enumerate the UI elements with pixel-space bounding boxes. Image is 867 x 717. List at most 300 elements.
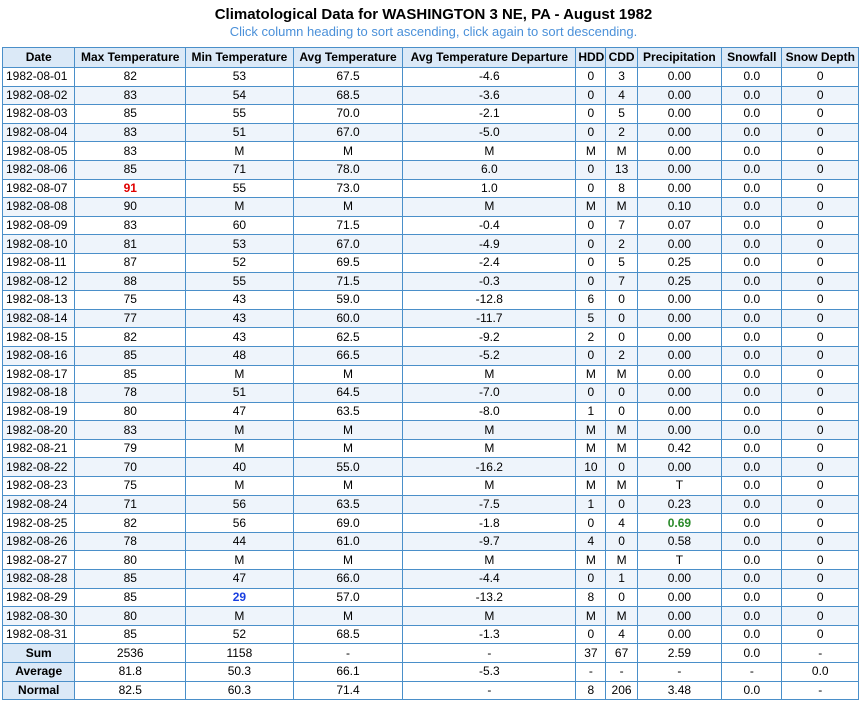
cell-precipitation: 0.00	[637, 421, 721, 440]
table-row	[3, 216, 859, 235]
summary-cell-min-temperature: 50.3	[186, 663, 294, 682]
cell-min-temperature: 43	[186, 328, 294, 347]
summary-cell-snow-depth: 0.0	[782, 663, 859, 682]
cell-avg-temperature: 55.0	[293, 458, 403, 477]
cell-avg-temperature: M	[293, 607, 403, 626]
table-row	[3, 458, 859, 477]
cell-hdd: 0	[576, 86, 606, 105]
cell-precipitation: 0.00	[637, 86, 721, 105]
cell-precipitation: 0.00	[637, 328, 721, 347]
cell-snow-depth: 0	[782, 179, 859, 198]
cell-cdd: 7	[606, 272, 637, 291]
cell-snowfall: 0.0	[722, 384, 782, 403]
summary-cell-hdd: 8	[576, 681, 606, 700]
cell-date: 1982-08-04	[3, 123, 75, 142]
cell-cdd: M	[606, 198, 637, 217]
cell-snow-depth: 0	[782, 105, 859, 124]
table-row	[3, 439, 859, 458]
cell-avg-temperature: 68.5	[293, 625, 403, 644]
cell-precipitation: 0.00	[637, 365, 721, 384]
cell-snowfall: 0.0	[722, 272, 782, 291]
summary-cell-snowfall: -	[722, 663, 782, 682]
cell-max-temperature: 85	[75, 346, 186, 365]
summary-cell-cdd: 67	[606, 644, 637, 663]
cell-avg-temperature: 67.5	[293, 68, 403, 87]
cell-hdd: 0	[576, 384, 606, 403]
cell-precipitation: 0.00	[637, 570, 721, 589]
table-row	[3, 198, 859, 217]
summary-cell-avg-temperature-departure: -5.3	[403, 663, 576, 682]
cell-date: 1982-08-24	[3, 495, 75, 514]
table-row	[3, 272, 859, 291]
cell-avg-temperature: 64.5	[293, 384, 403, 403]
cell-cdd: 7	[606, 216, 637, 235]
column-header-snowfall[interactable]: Snowfall	[722, 48, 782, 68]
cell-avg-temperature: 60.0	[293, 309, 403, 328]
cell-snowfall: 0.0	[722, 328, 782, 347]
cell-precipitation: 0.25	[637, 253, 721, 272]
cell-min-temperature: M	[186, 421, 294, 440]
cell-date: 1982-08-13	[3, 291, 75, 310]
sort-instructions: Click column heading to sort ascending, click again to sort descending.	[229, 24, 638, 39]
cell-avg-temperature: M	[293, 421, 403, 440]
summary-cell-min-temperature: 60.3	[186, 681, 294, 700]
cell-hdd: 5	[576, 309, 606, 328]
table-body	[3, 68, 859, 644]
summary-cell-avg-temperature: -	[293, 644, 403, 663]
cell-precipitation: 0.00	[637, 142, 721, 161]
summary-cell-min-temperature: 1158	[186, 644, 294, 663]
summary-cell-snow-depth: -	[782, 681, 859, 700]
cell-date: 1982-08-08	[3, 198, 75, 217]
cell-snow-depth: 0	[782, 142, 859, 161]
table-row	[3, 514, 859, 533]
cell-max-temperature: 82	[75, 68, 186, 87]
column-header-precipitation[interactable]: Precipitation	[637, 48, 721, 68]
cell-avg-temperature: 69.5	[293, 253, 403, 272]
cell-avg-temperature: 63.5	[293, 402, 403, 421]
cell-max-temperature: 83	[75, 216, 186, 235]
column-header-max-temperature[interactable]: Max Temperature	[75, 48, 186, 68]
cell-snowfall: 0.0	[722, 68, 782, 87]
cell-min-temperature: 55	[186, 105, 294, 124]
cell-snowfall: 0.0	[722, 86, 782, 105]
cell-snowfall: 0.0	[722, 123, 782, 142]
cell-snow-depth: 0	[782, 384, 859, 403]
cell-avg-temperature-departure: -2.1	[403, 105, 576, 124]
cell-cdd: 0	[606, 384, 637, 403]
cell-hdd: 0	[576, 105, 606, 124]
cell-min-temperature: 52	[186, 253, 294, 272]
table-row	[3, 253, 859, 272]
cell-date: 1982-08-11	[3, 253, 75, 272]
cell-snowfall: 0.0	[722, 309, 782, 328]
cell-min-temperature: 52	[186, 625, 294, 644]
table-row	[3, 291, 859, 310]
column-header-date[interactable]: Date	[3, 48, 75, 68]
cell-snow-depth: 0	[782, 86, 859, 105]
cell-precipitation: 0.10	[637, 198, 721, 217]
cell-date: 1982-08-26	[3, 532, 75, 551]
column-header-avg-temperature[interactable]: Avg Temperature	[293, 48, 403, 68]
column-header-hdd[interactable]: HDD	[576, 48, 606, 68]
cell-avg-temperature-departure: -0.4	[403, 216, 576, 235]
cell-min-temperature: 56	[186, 514, 294, 533]
cell-min-temperature: M	[186, 607, 294, 626]
cell-snowfall: 0.0	[722, 551, 782, 570]
cell-snow-depth: 0	[782, 291, 859, 310]
cell-avg-temperature-departure: M	[403, 477, 576, 496]
cell-max-temperature: 79	[75, 439, 186, 458]
cell-date: 1982-08-31	[3, 625, 75, 644]
cell-snowfall: 0.0	[722, 291, 782, 310]
cell-max-temperature: 83	[75, 142, 186, 161]
cell-min-temperature: 47	[186, 570, 294, 589]
cell-cdd: 0	[606, 309, 637, 328]
cell-avg-temperature-departure: -7.5	[403, 495, 576, 514]
cell-min-temperature: M	[186, 365, 294, 384]
cell-date: 1982-08-01	[3, 68, 75, 87]
cell-avg-temperature: M	[293, 142, 403, 161]
cell-avg-temperature-departure: -11.7	[403, 309, 576, 328]
page-title: Climatological Data for WASHINGTON 3 NE, PA - August 1982	[214, 6, 653, 23]
cell-min-temperature: 71	[186, 160, 294, 179]
cell-max-temperature: 90	[75, 198, 186, 217]
summary-cell-snowfall: 0.0	[722, 644, 782, 663]
cell-cdd: 2	[606, 346, 637, 365]
cell-avg-temperature-departure: -4.4	[403, 570, 576, 589]
cell-cdd: 13	[606, 160, 637, 179]
cell-precipitation: 0.00	[637, 235, 721, 254]
cell-hdd: 0	[576, 272, 606, 291]
cell-snow-depth: 0	[782, 198, 859, 217]
table-row	[3, 532, 859, 551]
cell-snowfall: 0.0	[722, 570, 782, 589]
cell-max-temperature: 85	[75, 588, 186, 607]
cell-hdd: 0	[576, 179, 606, 198]
table-row	[3, 346, 859, 365]
table-row	[3, 68, 859, 87]
cell-max-temperature: 75	[75, 477, 186, 496]
cell-date: 1982-08-15	[3, 328, 75, 347]
cell-snowfall: 0.0	[722, 477, 782, 496]
cell-hdd: 6	[576, 291, 606, 310]
cell-snowfall: 0.0	[722, 365, 782, 384]
cell-avg-temperature: 67.0	[293, 123, 403, 142]
cell-snowfall: 0.0	[722, 160, 782, 179]
summary-cell-max-temperature: 81.8	[75, 663, 186, 682]
cell-date: 1982-08-21	[3, 439, 75, 458]
summary-cell-hdd: 37	[576, 644, 606, 663]
cell-snow-depth: 0	[782, 309, 859, 328]
cell-hdd: 0	[576, 253, 606, 272]
table-row	[3, 588, 859, 607]
cell-min-temperature: M	[186, 142, 294, 161]
cell-cdd: 0	[606, 402, 637, 421]
cell-date: 1982-08-28	[3, 570, 75, 589]
cell-max-temperature: 70	[75, 458, 186, 477]
cell-avg-temperature: 63.5	[293, 495, 403, 514]
cell-min-temperature: M	[186, 551, 294, 570]
cell-hdd: 0	[576, 216, 606, 235]
cell-min-temperature: M	[186, 439, 294, 458]
cell-date: 1982-08-22	[3, 458, 75, 477]
cell-avg-temperature-departure: -7.0	[403, 384, 576, 403]
cell-snow-depth: 0	[782, 570, 859, 589]
cell-date: 1982-08-07	[3, 179, 75, 198]
cell-hdd: 4	[576, 532, 606, 551]
cell-min-temperature: M	[186, 477, 294, 496]
cell-hdd: 1	[576, 402, 606, 421]
cell-cdd: 4	[606, 86, 637, 105]
cell-date: 1982-08-09	[3, 216, 75, 235]
cell-cdd: 0	[606, 328, 637, 347]
cell-avg-temperature: 71.5	[293, 272, 403, 291]
cell-precipitation: 0.00	[637, 402, 721, 421]
cell-avg-temperature-departure: -12.8	[403, 291, 576, 310]
cell-snowfall: 0.0	[722, 439, 782, 458]
cell-min-temperature: 47	[186, 402, 294, 421]
cell-cdd: 0	[606, 291, 637, 310]
cell-avg-temperature-departure: 1.0	[403, 179, 576, 198]
table-row	[3, 421, 859, 440]
table-row	[3, 142, 859, 161]
cell-date: 1982-08-27	[3, 551, 75, 570]
cell-max-temperature: 85	[75, 105, 186, 124]
cell-avg-temperature: 69.0	[293, 514, 403, 533]
cell-hdd: 0	[576, 514, 606, 533]
cell-max-temperature: 80	[75, 402, 186, 421]
cell-snowfall: 0.0	[722, 532, 782, 551]
cell-avg-temperature-departure: M	[403, 551, 576, 570]
cell-avg-temperature-departure: -13.2	[403, 588, 576, 607]
cell-precipitation: 0.23	[637, 495, 721, 514]
cell-precipitation: 0.00	[637, 458, 721, 477]
cell-hdd: M	[576, 142, 606, 161]
cell-date: 1982-08-19	[3, 402, 75, 421]
cell-cdd: M	[606, 477, 637, 496]
cell-max-temperature: 88	[75, 272, 186, 291]
cell-precipitation: 0.00	[637, 179, 721, 198]
cell-snow-depth: 0	[782, 235, 859, 254]
cell-snowfall: 0.0	[722, 235, 782, 254]
cell-snow-depth: 0	[782, 551, 859, 570]
cell-date: 1982-08-29	[3, 588, 75, 607]
cell-cdd: M	[606, 551, 637, 570]
cell-snow-depth: 0	[782, 421, 859, 440]
summary-cell-max-temperature: 82.5	[75, 681, 186, 700]
cell-max-temperature: 81	[75, 235, 186, 254]
cell-max-temperature: 80	[75, 551, 186, 570]
cell-avg-temperature-departure: M	[403, 142, 576, 161]
cell-cdd: 0	[606, 458, 637, 477]
table-row	[3, 384, 859, 403]
table-row	[3, 235, 859, 254]
cell-avg-temperature-departure: -5.0	[403, 123, 576, 142]
column-header-cdd[interactable]: CDD	[606, 48, 637, 68]
cell-precipitation: 0.00	[637, 105, 721, 124]
cell-avg-temperature: M	[293, 551, 403, 570]
cell-min-temperature: 55	[186, 272, 294, 291]
cell-max-temperature: 71	[75, 495, 186, 514]
cell-avg-temperature-departure: 6.0	[403, 160, 576, 179]
cell-snow-depth: 0	[782, 625, 859, 644]
cell-snow-depth: 0	[782, 346, 859, 365]
cell-snowfall: 0.0	[722, 495, 782, 514]
cell-max-temperature: 91	[75, 179, 186, 198]
table-row	[3, 105, 859, 124]
cell-date: 1982-08-18	[3, 384, 75, 403]
cell-avg-temperature: 68.5	[293, 86, 403, 105]
cell-precipitation: 0.00	[637, 309, 721, 328]
cell-date: 1982-08-03	[3, 105, 75, 124]
cell-hdd: 0	[576, 346, 606, 365]
cell-min-temperature: 44	[186, 532, 294, 551]
summary-cell-snowfall: 0.0	[722, 681, 782, 700]
cell-snow-depth: 0	[782, 458, 859, 477]
cell-snow-depth: 0	[782, 365, 859, 384]
cell-avg-temperature-departure: -2.4	[403, 253, 576, 272]
cell-cdd: M	[606, 142, 637, 161]
summary-cell-precipitation: 3.48	[637, 681, 721, 700]
cell-max-temperature: 82	[75, 328, 186, 347]
cell-date: 1982-08-10	[3, 235, 75, 254]
cell-date: 1982-08-25	[3, 514, 75, 533]
cell-max-temperature: 85	[75, 365, 186, 384]
cell-cdd: 4	[606, 625, 637, 644]
column-header-avg-temperature-departure[interactable]: Avg Temperature Departure	[403, 48, 576, 68]
cell-max-temperature: 85	[75, 570, 186, 589]
cell-date: 1982-08-02	[3, 86, 75, 105]
summary-cell-precipitation: 2.59	[637, 644, 721, 663]
summary-cell-cdd: 206	[606, 681, 637, 700]
cell-avg-temperature-departure: M	[403, 198, 576, 217]
cell-min-temperature: 53	[186, 68, 294, 87]
cell-hdd: M	[576, 365, 606, 384]
summary-cell-snow-depth: -	[782, 644, 859, 663]
cell-cdd: 1	[606, 570, 637, 589]
column-header-snow-depth[interactable]: Snow Depth	[782, 48, 859, 68]
cell-max-temperature: 77	[75, 309, 186, 328]
cell-min-temperature: 56	[186, 495, 294, 514]
cell-avg-temperature-departure: M	[403, 607, 576, 626]
column-header-min-temperature[interactable]: Min Temperature	[186, 48, 294, 68]
cell-snowfall: 0.0	[722, 625, 782, 644]
summary-label: Sum	[3, 644, 75, 663]
cell-avg-temperature: 78.0	[293, 160, 403, 179]
cell-max-temperature: 85	[75, 160, 186, 179]
cell-snowfall: 0.0	[722, 346, 782, 365]
cell-max-temperature: 83	[75, 421, 186, 440]
cell-min-temperature: 43	[186, 291, 294, 310]
cell-avg-temperature-departure: M	[403, 439, 576, 458]
cell-hdd: M	[576, 607, 606, 626]
cell-cdd: M	[606, 421, 637, 440]
cell-max-temperature: 75	[75, 291, 186, 310]
cell-hdd: 8	[576, 588, 606, 607]
cell-snow-depth: 0	[782, 123, 859, 142]
cell-cdd: 5	[606, 105, 637, 124]
table-row	[3, 328, 859, 347]
summary-cell-max-temperature: 2536	[75, 644, 186, 663]
summary-cell-cdd: -	[606, 663, 637, 682]
cell-avg-temperature-departure: M	[403, 365, 576, 384]
cell-date: 1982-08-17	[3, 365, 75, 384]
cell-max-temperature: 82	[75, 514, 186, 533]
cell-snow-depth: 0	[782, 439, 859, 458]
table-row	[3, 86, 859, 105]
cell-precipitation: T	[637, 551, 721, 570]
cell-precipitation: 0.00	[637, 123, 721, 142]
cell-snowfall: 0.0	[722, 607, 782, 626]
cell-date: 1982-08-06	[3, 160, 75, 179]
cell-avg-temperature: 73.0	[293, 179, 403, 198]
table-row	[3, 179, 859, 198]
table-row	[3, 160, 859, 179]
cell-avg-temperature-departure: -9.2	[403, 328, 576, 347]
cell-cdd: 2	[606, 235, 637, 254]
cell-cdd: 0	[606, 532, 637, 551]
cell-snowfall: 0.0	[722, 105, 782, 124]
cell-cdd: M	[606, 439, 637, 458]
summary-row-sum	[3, 644, 859, 663]
cell-avg-temperature: 59.0	[293, 291, 403, 310]
cell-precipitation: 0.00	[637, 607, 721, 626]
cell-min-temperature: M	[186, 198, 294, 217]
summary-cell-avg-temperature: 71.4	[293, 681, 403, 700]
cell-snow-depth: 0	[782, 495, 859, 514]
cell-max-temperature: 85	[75, 625, 186, 644]
table-summary	[3, 644, 859, 700]
cell-snow-depth: 0	[782, 402, 859, 421]
cell-snow-depth: 0	[782, 588, 859, 607]
cell-avg-temperature: 57.0	[293, 588, 403, 607]
cell-max-temperature: 80	[75, 607, 186, 626]
cell-cdd: M	[606, 365, 637, 384]
cell-min-temperature: 29	[186, 588, 294, 607]
table-row	[3, 495, 859, 514]
table-row	[3, 625, 859, 644]
cell-avg-temperature: 67.0	[293, 235, 403, 254]
cell-avg-temperature: 61.0	[293, 532, 403, 551]
cell-hdd: 10	[576, 458, 606, 477]
cell-min-temperature: 40	[186, 458, 294, 477]
cell-avg-temperature-departure: -4.6	[403, 68, 576, 87]
cell-cdd: M	[606, 607, 637, 626]
cell-snow-depth: 0	[782, 532, 859, 551]
cell-max-temperature: 83	[75, 86, 186, 105]
table-row	[3, 477, 859, 496]
cell-avg-temperature-departure: M	[403, 421, 576, 440]
cell-snowfall: 0.0	[722, 142, 782, 161]
cell-date: 1982-08-12	[3, 272, 75, 291]
cell-max-temperature: 87	[75, 253, 186, 272]
cell-snowfall: 0.0	[722, 198, 782, 217]
cell-cdd: 8	[606, 179, 637, 198]
summary-row-average	[3, 663, 859, 682]
cell-date: 1982-08-23	[3, 477, 75, 496]
table-row	[3, 309, 859, 328]
cell-hdd: 1	[576, 495, 606, 514]
table-row	[3, 551, 859, 570]
cell-avg-temperature: 66.5	[293, 346, 403, 365]
table-row	[3, 570, 859, 589]
cell-snow-depth: 0	[782, 328, 859, 347]
cell-hdd: M	[576, 439, 606, 458]
cell-max-temperature: 83	[75, 123, 186, 142]
cell-max-temperature: 78	[75, 532, 186, 551]
cell-avg-temperature: M	[293, 439, 403, 458]
